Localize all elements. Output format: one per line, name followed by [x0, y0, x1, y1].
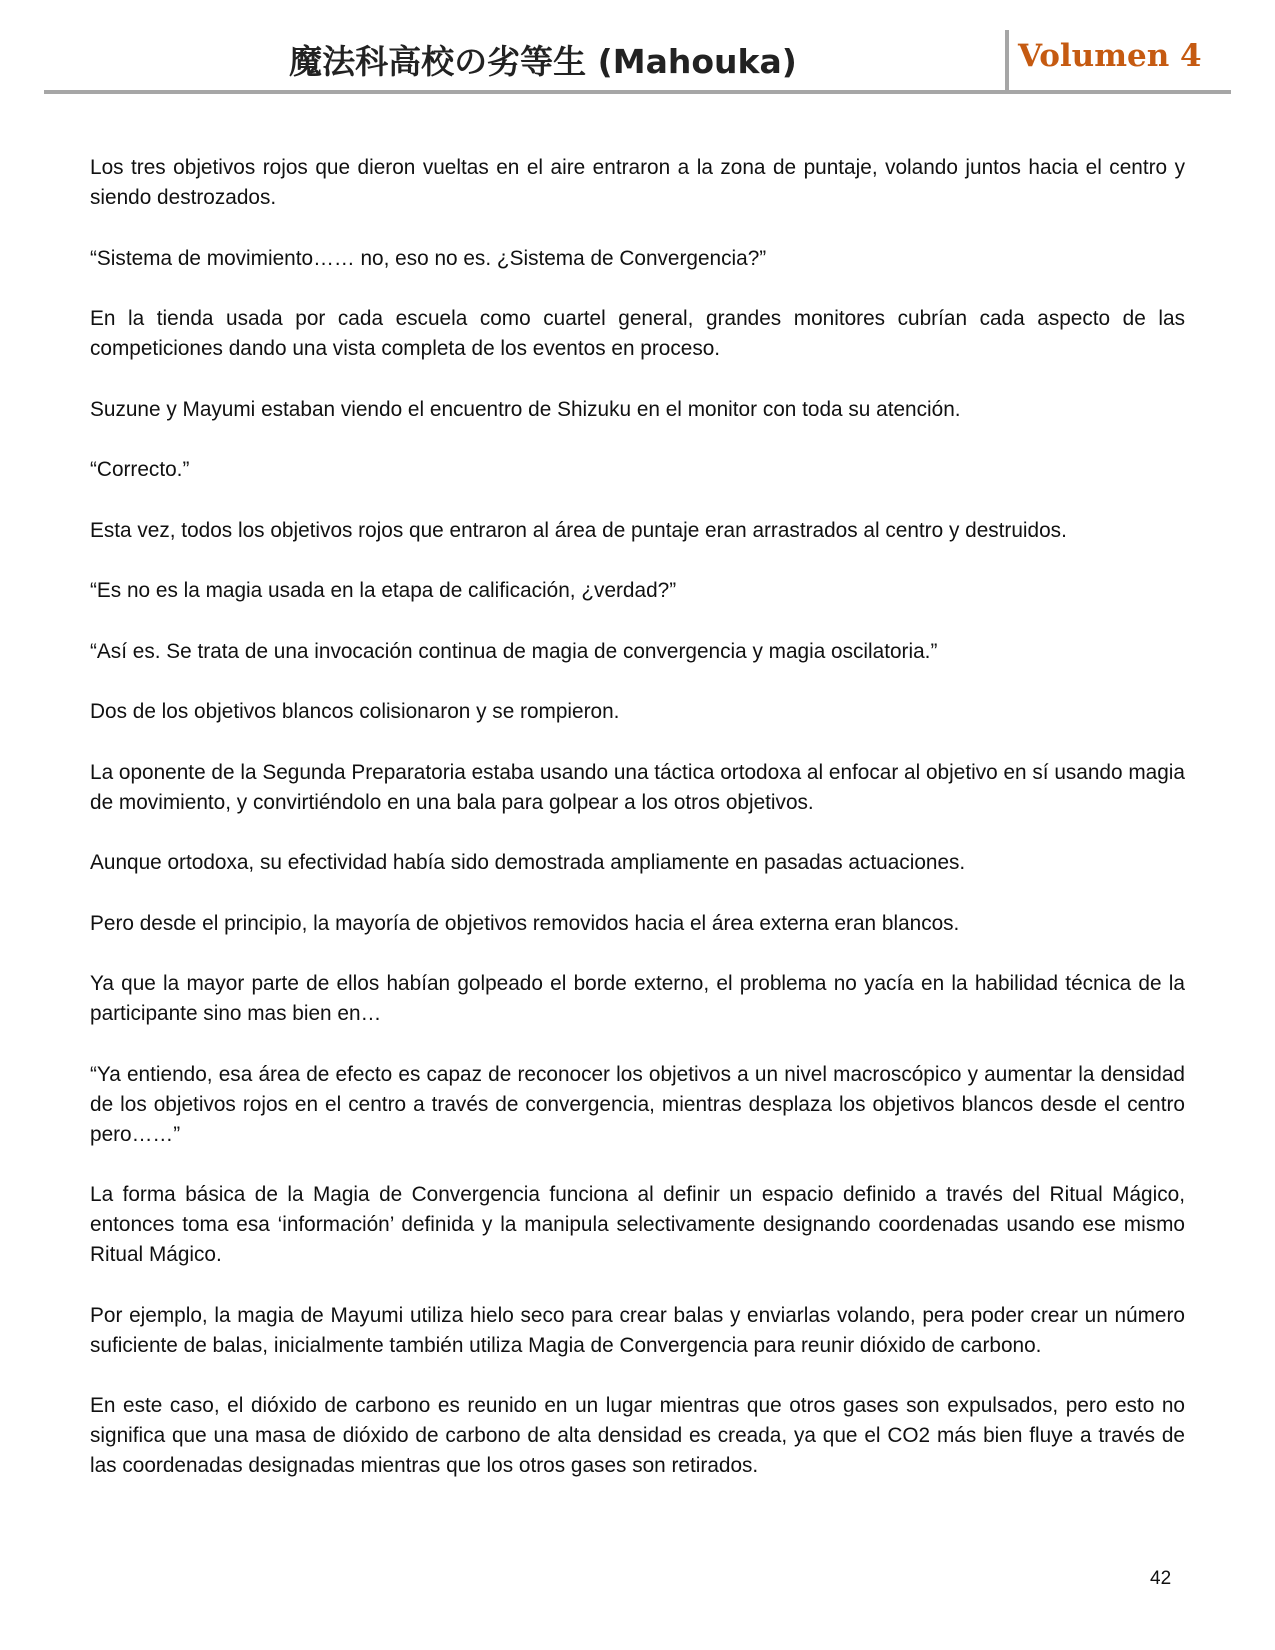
paragraph: “Ya entiendo, esa área de efecto es capaz de reconocer los objetivos a un nivel macroscópico y aumentar la densidad de los objetivos rojos en el centro a través de convergencia, mientras desplaza los objetivos blancos desde el centro pero……”	[90, 1062, 1185, 1146]
paragraph: Suzune y Mayumi estaban viendo el encuentro de Shizuku en el monitor con toda su atención.	[90, 397, 961, 421]
header-rule	[44, 90, 1231, 94]
paragraph: “Sistema de movimiento…… no, eso no es. ¿Sistema de Convergencia?”	[90, 246, 767, 270]
paragraph: Esta vez, todos los objetivos rojos que entraron al área de puntaje eran arrastrados al centro y destruidos.	[90, 518, 1067, 542]
paragraph: Ya que la mayor parte de ellos habían golpeado el borde externo, el problema no yacía en la habilidad técnica de la participante sino mas bien en…	[90, 972, 1185, 1025]
paragraph: En este caso, el dióxido de carbono es reunido en un lugar mientras que otros gases son expulsados, pero esto no significa que una masa de dióxido de carbono de alta densidad es creada, ya que el CO2 más bien fluye a través de las coordenadas designadas mientras que los otros gases son retirados.	[90, 1394, 1185, 1477]
series-title: 魔法科高校の劣等生 (Mahouka)	[289, 42, 797, 81]
volume-label: Volumen 4	[1018, 38, 1202, 74]
paragraph: Aunque ortodoxa, su efectividad había sido demostrada ampliamente en pasadas actuaciones.	[90, 851, 966, 874]
page-number: 42	[1150, 1568, 1172, 1589]
page-header	[44, 0, 1231, 96]
paragraph: En la tienda usada por cada escuela como cuartel general, grandes monitores cubrían cada aspecto de las competiciones dando una vista completa de los eventos en proceso.	[90, 307, 1185, 360]
body-text	[90, 153, 1185, 1512]
paragraph: “Es no es la magia usada en la etapa de calificación, ¿verdad?”	[90, 579, 677, 602]
header-divider	[1005, 30, 1009, 92]
paragraph: La forma básica de la Magia de Convergencia funciona al definir un espacio definido a través del Ritual Mágico, entonces toma esa ‘información’ definida y la manipula selectivamente designando coordenadas usando ese mismo Ritual Mágico.	[90, 1183, 1185, 1266]
paragraph: Los tres objetivos rojos que dieron vueltas en el aire entraron a la zona de puntaje, volando juntos hacia el centro y siendo destrozados.	[90, 156, 1185, 209]
paragraph: Por ejemplo, la magia de Mayumi utiliza hielo seco para crear balas y enviarlas volando, pera poder crear un número suficiente de balas, inicialmente también utiliza Magia de Convergencia para reunir dióxido de carbono.	[90, 1303, 1185, 1357]
paragraph: Dos de los objetivos blancos colisionaron y se rompieron.	[90, 700, 620, 723]
paragraph: La oponente de la Segunda Preparatoria estaba usando una táctica ortodoxa al enfocar al objetivo en sí usando magia de movimiento, y convirtiéndolo en una bala para golpear a los otros objetivos.	[90, 760, 1185, 814]
paragraph: “Así es. Se trata de una invocación continua de magia de convergencia y magia oscilatoria.”	[90, 639, 938, 663]
paragraph: Pero desde el principio, la mayoría de objetivos removidos hacia el área externa eran blancos.	[90, 911, 960, 935]
paragraph: “Correcto.”	[90, 458, 190, 481]
